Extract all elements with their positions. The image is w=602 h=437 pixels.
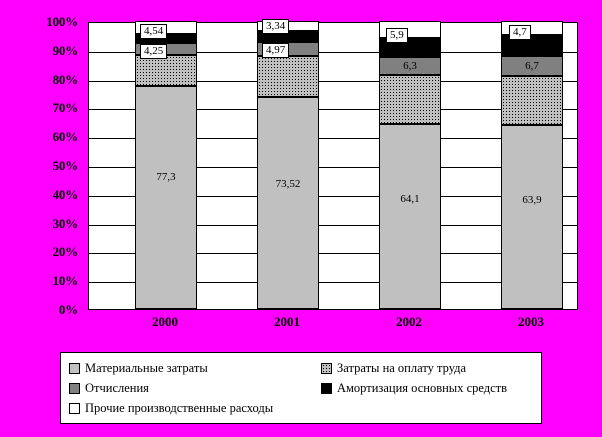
- segment-label-deductions-2002: 6,3: [403, 59, 417, 72]
- y-tick-50: 50%: [52, 158, 78, 173]
- x-tick-2001: 2001: [274, 314, 300, 329]
- callout-other-2002: 5,9: [386, 28, 408, 43]
- segment-labor-2001: [257, 56, 319, 97]
- legend-swatch-amort-icon: [321, 383, 332, 394]
- plot-area: [88, 22, 578, 310]
- legend-swatch-deductions-icon: [69, 383, 80, 394]
- legend-label-material: Материальные затраты: [85, 360, 208, 375]
- y-tick-100: 100%: [46, 14, 78, 29]
- legend-swatch-labor-icon: [321, 363, 332, 374]
- legend-label-labor: Затраты на оплату труда: [337, 360, 467, 375]
- y-tick-30: 30%: [52, 215, 78, 231]
- legend-swatch-other-icon: [69, 403, 80, 414]
- legend-label-amort: Амортизация основных средств: [337, 380, 508, 395]
- x-tick-2002: 2002: [396, 314, 422, 329]
- legend-label-other: Прочие производственные расходы: [85, 400, 274, 415]
- legend-label-deductions: Отчисления: [85, 380, 149, 395]
- segment-labor-2000: [135, 55, 197, 87]
- segment-label-material-2000: 77,3: [156, 171, 176, 184]
- bar-2003: [501, 21, 563, 309]
- x-tick-2000: 2000: [152, 314, 178, 329]
- callout-other-2000: 4,54: [140, 24, 167, 39]
- segment-material-2002: [379, 124, 441, 309]
- legend-item-labor: [321, 358, 531, 378]
- y-tick-90: 90%: [52, 42, 78, 58]
- bar-2002: [379, 21, 441, 309]
- legend-row-2: [69, 378, 533, 398]
- callout-deductions-2001: 4,97: [262, 43, 289, 58]
- legend-swatch-material-icon: [69, 363, 80, 374]
- y-tick-60: 60%: [52, 129, 78, 145]
- y-tick-40: 40%: [52, 186, 78, 202]
- segment-deductions-2002: [379, 57, 441, 75]
- y-tick-20: 20%: [52, 244, 78, 260]
- legend-item-amort: [321, 378, 531, 398]
- segment-material-2001: [257, 97, 319, 309]
- segment-label-material-2002: 64,1: [400, 193, 420, 206]
- y-tick-80: 80%: [52, 71, 78, 87]
- callout-other-2003: 4,7: [509, 25, 531, 40]
- segment-material-2003: [501, 125, 563, 309]
- bar-2000: [135, 21, 197, 309]
- x-axis-labels: [88, 314, 578, 338]
- segment-labor-2002: [379, 75, 441, 125]
- x-tick-2003: 2003: [518, 314, 544, 329]
- segment-labor-2003: [501, 76, 563, 126]
- segment-material-2000: [135, 86, 197, 309]
- segment-deductions-2003: [501, 56, 563, 75]
- segment-label-deductions-2003: 6,7: [525, 60, 539, 73]
- bar-2001: [257, 21, 319, 309]
- chart-legend: [60, 352, 542, 424]
- y-tick-10: 10%: [52, 273, 78, 289]
- legend-item-deductions: [69, 378, 321, 398]
- legend-item-other: [69, 398, 469, 418]
- legend-row-1: [69, 358, 533, 378]
- legend-row-3: [69, 398, 533, 418]
- callout-deductions-2000: 4,25: [140, 44, 167, 59]
- callout-other-2001: 3,34: [262, 19, 289, 34]
- y-tick-0: 0%: [58, 302, 78, 317]
- y-axis-labels: [0, 14, 86, 317]
- segment-label-material-2001: 73,52: [275, 178, 301, 191]
- legend-item-material: [69, 358, 321, 378]
- segment-label-material-2003: 63,9: [522, 194, 542, 206]
- y-tick-70: 70%: [52, 100, 78, 116]
